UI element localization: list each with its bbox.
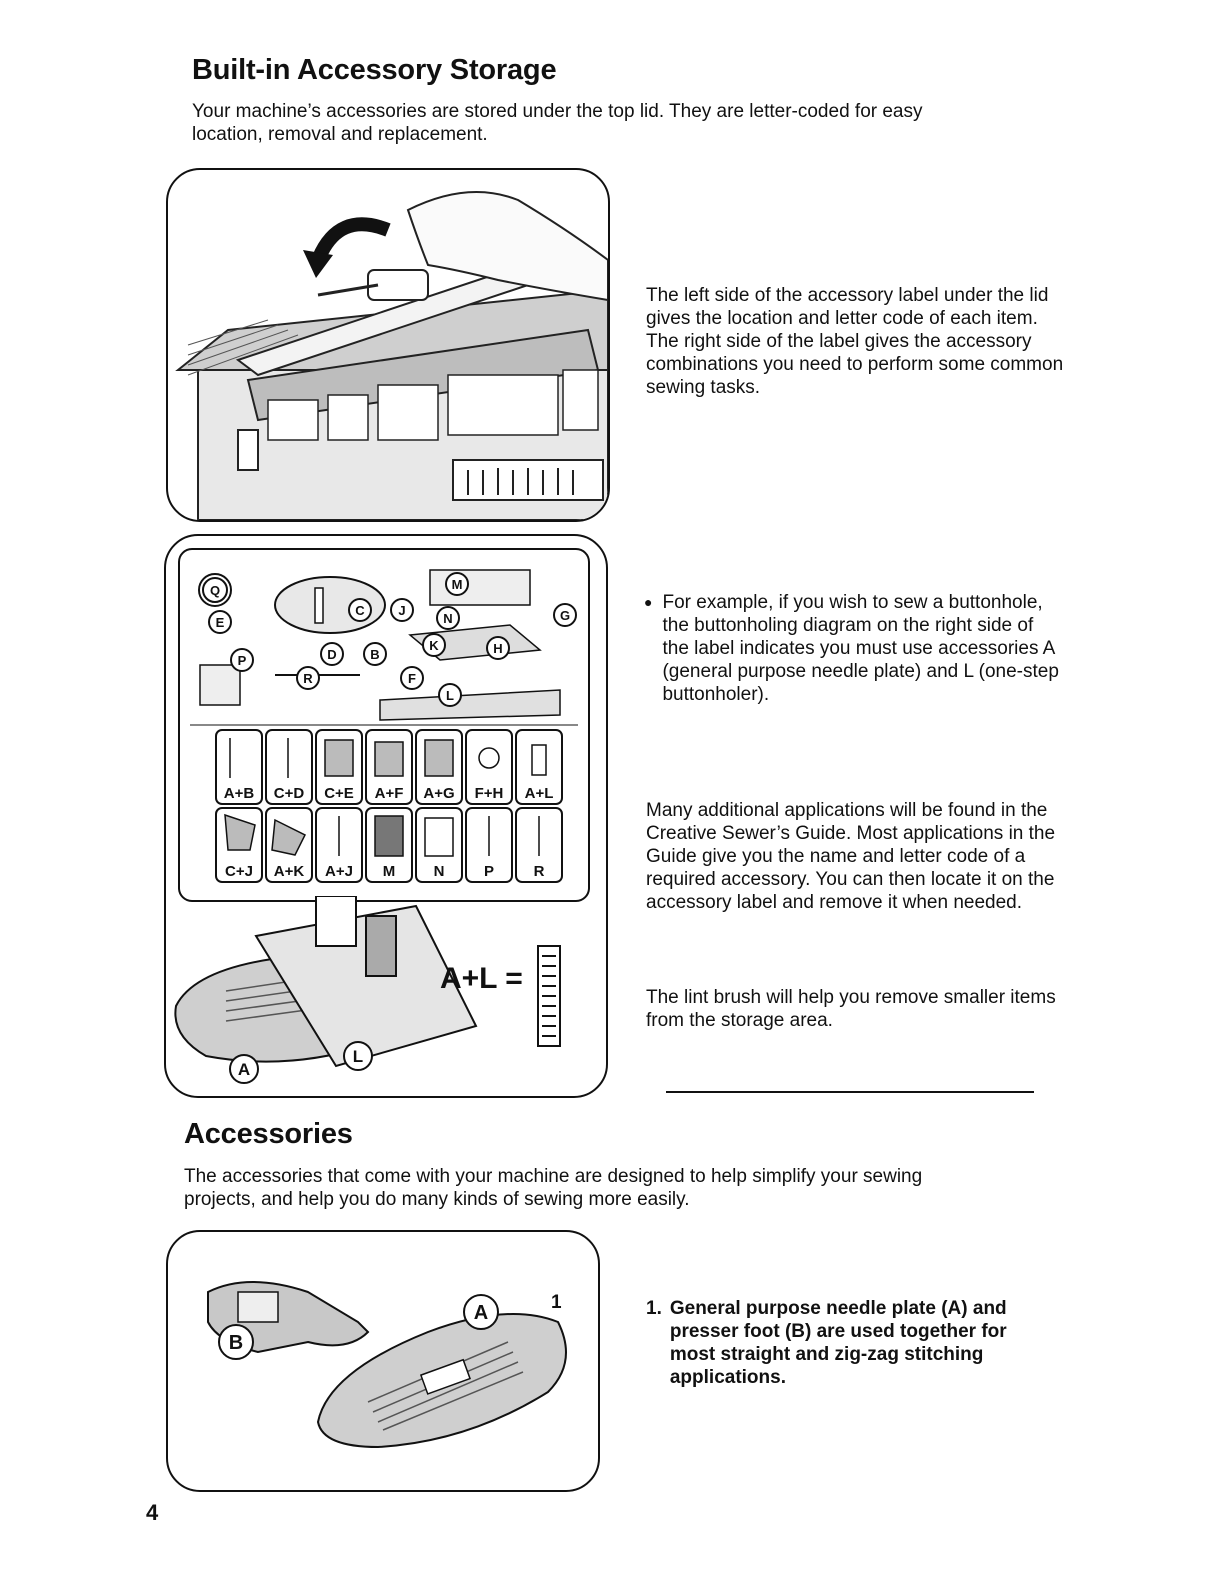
figure-plate-and-foot xyxy=(166,1230,600,1492)
section-divider xyxy=(666,1091,1034,1093)
combo-a-g: A+G xyxy=(423,785,455,802)
accessory-storage-map xyxy=(180,550,588,900)
lint-brush-paragraph: The lint brush will help you remove smaller items from the storage area. xyxy=(646,987,1056,1031)
storage-letter-m: M xyxy=(451,577,463,592)
item-1-number: 1. xyxy=(646,1298,662,1319)
combo-c-j: C+J xyxy=(225,863,253,880)
storage-letter-r: R xyxy=(303,671,313,686)
storage-letter-e: E xyxy=(215,615,225,630)
combo-c-e: C+E xyxy=(324,785,354,802)
storage-letter-h: H xyxy=(493,641,503,656)
machine-lid-illustration xyxy=(168,170,608,520)
buttonhole-example-text: For example, if you wish to sew a buttonhole, the buttonholing diagram on the right side of the label indicates you must use accessories A (general purpose needle plate) and L (one-step buttonholer). xyxy=(662,592,1059,705)
part-b-marker: B xyxy=(228,1332,244,1354)
storage-letter-f: F xyxy=(408,671,416,686)
storage-letter-c: C xyxy=(355,603,365,618)
buttonhole-example-bullet xyxy=(644,591,1064,706)
figure-accessory-label xyxy=(164,534,608,1098)
figure-number: 1 xyxy=(551,1292,562,1313)
storage-letter-l: L xyxy=(446,688,454,703)
accessory-item-1 xyxy=(646,1297,1046,1389)
combo-f-h: F+H xyxy=(474,785,504,802)
storage-letter-b: B xyxy=(370,647,380,662)
combo-c-d: C+D xyxy=(273,785,305,802)
storage-intro: Your machine’s accessories are stored under the top lid. They are letter-coded for easy location, removal and replacement. xyxy=(192,101,923,145)
bullet-dot-icon: ● xyxy=(644,594,653,610)
combo-a-f: A+F xyxy=(374,785,404,802)
combo-r: R xyxy=(533,863,545,880)
combo-p: P xyxy=(483,863,495,880)
accessory-label-panel xyxy=(178,548,590,902)
combo-a-l: A+L xyxy=(524,785,554,802)
combo-a-b: A+B xyxy=(223,785,255,802)
item-1-bold: General purpose needle plate (A) and presser foot (B) xyxy=(669,1298,1007,1342)
storage-letter-n: N xyxy=(443,611,453,626)
item-1-text xyxy=(670,1297,1046,1389)
part-a-marker: A xyxy=(237,1060,251,1079)
storage-letter-g: G xyxy=(559,608,571,623)
accessories-intro: The accessories that come with your machine are designed to help simplify your sewing projects, and help you do many kinds of sewing more easily. xyxy=(184,1166,923,1210)
combo-a-k: A+K xyxy=(273,863,305,880)
storage-letter-j: J xyxy=(398,603,406,618)
combo-m: M xyxy=(382,863,396,880)
storage-letter-p: P xyxy=(237,653,247,668)
storage-letter-k: K xyxy=(429,638,439,653)
page-number: 4 xyxy=(146,1500,159,1525)
plate-and-foot-illustration xyxy=(168,1232,598,1490)
part-a-marker-2: A xyxy=(473,1302,489,1324)
part-l-marker: L xyxy=(352,1047,364,1066)
storage-letter-q: Q xyxy=(209,583,221,598)
combo-a-j: A+J xyxy=(325,863,353,880)
figure-machine-lid xyxy=(166,168,610,522)
storage-letter-d: D xyxy=(327,647,337,662)
section-title-storage: Built-in Accessory Storage xyxy=(192,54,557,86)
formula-a-plus-l: A+L = xyxy=(440,962,523,995)
combo-n: N xyxy=(433,863,445,880)
buttonhole-combo-illustration xyxy=(166,896,606,1096)
section-title-accessories: Accessories xyxy=(184,1118,353,1150)
label-description-paragraph: The left side of the accessory label under the lid gives the location and letter code of each item. The right side of the label gives the accessory combinations you need to perform some common sewing tasks. xyxy=(646,285,1064,398)
creative-sewers-guide-paragraph: Many additional applications will be found in the Creative Sewer’s Guide. Most applications in the Guide give you the name and letter code of a required accessory. You can then locate it on the accessory label and remove it when needed. xyxy=(646,800,1056,913)
item-1-rest: are used together for most straight and zig-zag stitching applications. xyxy=(669,1321,1007,1388)
